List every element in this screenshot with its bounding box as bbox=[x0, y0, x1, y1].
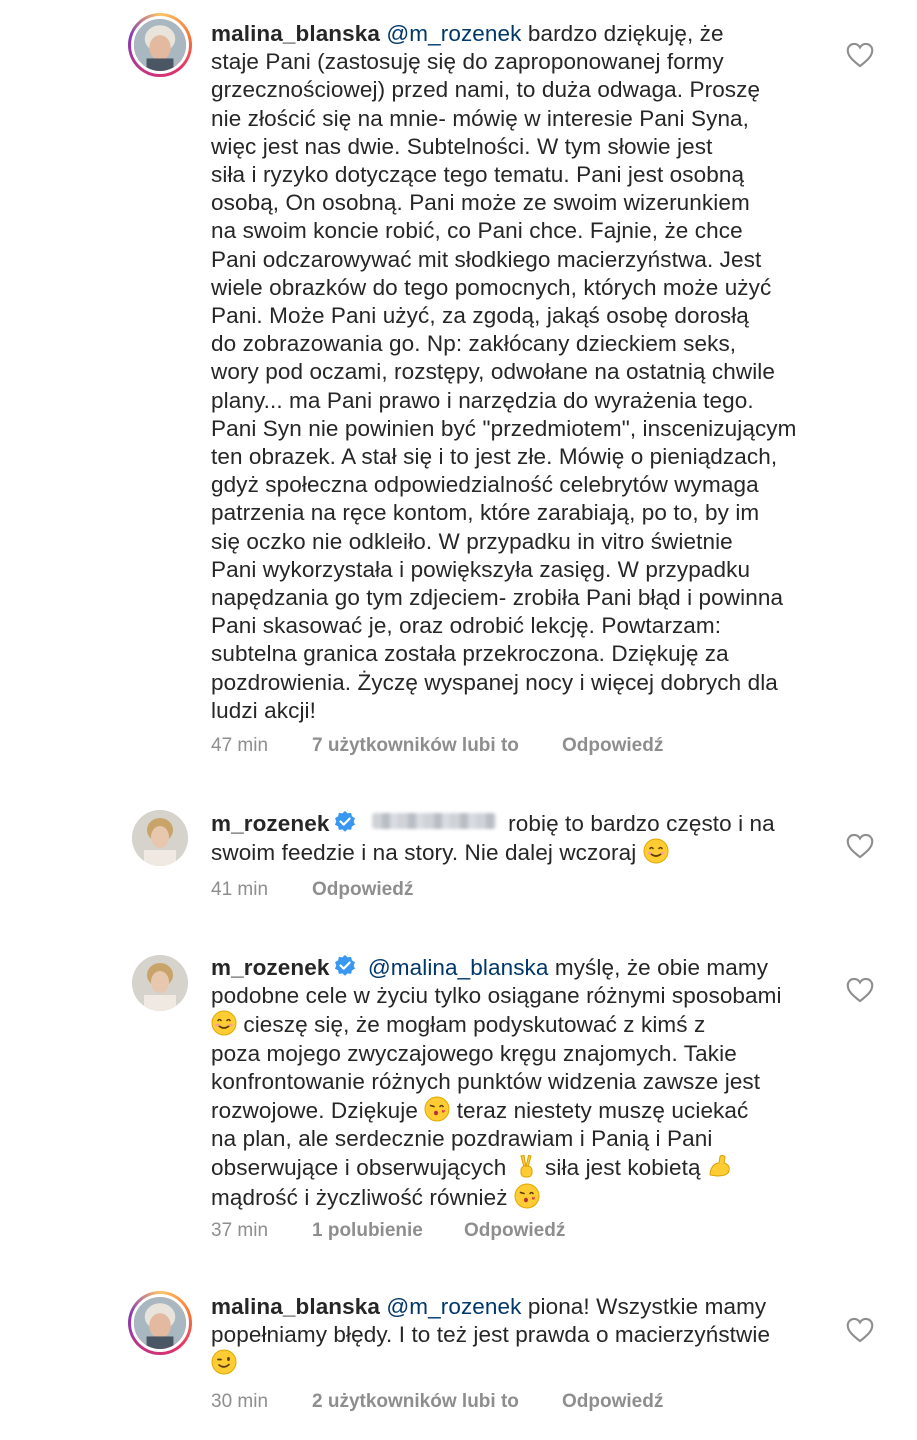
likes-count[interactable]: 1 polubienie bbox=[312, 1220, 423, 1241]
comment-text: Pani. Może Pani użyć, za zgodą, jakąś osobę dorosłą bbox=[211, 303, 749, 329]
comment-text: plany... ma Pani prawo i narzędzia do wyrażenia tego. bbox=[211, 387, 754, 413]
comment-username[interactable]: m_rozenek bbox=[211, 811, 330, 836]
comment-text: konfrontowanie różnych punktów widzenia zawsze jest bbox=[211, 1068, 761, 1094]
smile-emoji-icon bbox=[643, 838, 669, 864]
comment-text: robię to bardzo często i na bbox=[501, 811, 775, 836]
comment-text: grzecznościowej) przed nami, to duża odwaga. Proszę bbox=[211, 77, 761, 103]
mention-link[interactable]: @m_rozenek bbox=[386, 1294, 522, 1319]
avatar[interactable] bbox=[132, 810, 188, 866]
comment-text: Pani odczarowywać mit słodkiego macierzyństwa. Jest bbox=[211, 246, 762, 272]
comment-text: rozwojowe. Dziękuje bbox=[211, 1098, 425, 1124]
comment-text: myślę, że obie mamy bbox=[548, 955, 769, 980]
comment-text: pozdrowienia. Życzę wyspanej nocy i więcej dobrych dla bbox=[211, 669, 778, 695]
comment-text: Pani wykorzystała i powiększyła zasięg. W przypadku bbox=[211, 556, 751, 582]
avatar[interactable] bbox=[128, 1291, 192, 1355]
likes-count[interactable]: 7 użytkowników lubi to bbox=[312, 735, 519, 756]
comment-time: 30 min bbox=[211, 1391, 269, 1412]
comment-username[interactable]: malina_blanska bbox=[211, 21, 380, 46]
avatar-photo bbox=[132, 810, 188, 866]
comment-text: na plan, ale serdecznie pozdrawiam i Panią i Pani bbox=[211, 1126, 713, 1152]
comment-text: podobne cele w życiu tylko osiągane różnymi sposobami bbox=[211, 983, 782, 1009]
comment-text: więc jest nas dwie. Subtelności. W tym słowie jest bbox=[211, 133, 713, 159]
heart-icon[interactable] bbox=[846, 42, 874, 68]
comment-text: obserwujące i obserwujących bbox=[211, 1155, 513, 1181]
comment-text: siła i ryzyko dotyczące tego tematu. Pani jest osobną bbox=[211, 162, 745, 188]
comment-text: mądrość i życzliwość również bbox=[211, 1184, 514, 1210]
comment-text: poza mojego zwyczajowego kręgu znajomych. Takie bbox=[211, 1040, 737, 1066]
comment-text: piona! Wszystkie mamy bbox=[521, 1294, 767, 1319]
blurred-mention bbox=[372, 813, 496, 829]
comment-text: swoim feedzie i na story. Nie dalej wczoraj bbox=[211, 840, 637, 866]
comment-body bbox=[211, 1293, 826, 1379]
verified-badge-icon bbox=[333, 810, 357, 834]
wink-emoji-icon bbox=[211, 1349, 237, 1375]
comment-text: ten obrazek. A stał się i to jest złe. Mówię o pieniądzach, bbox=[211, 444, 778, 470]
comment-text: subtelna granica została przekroczona. Dziękuję za bbox=[211, 641, 729, 667]
comment-text: bardzo dziękuję, że bbox=[521, 21, 724, 46]
comment-text: gdyż społeczna odpowiedzialność celebrytów wymaga bbox=[211, 472, 759, 498]
heart-icon[interactable] bbox=[846, 833, 874, 859]
mention-link[interactable]: @malina_blanska bbox=[367, 955, 549, 980]
comment-text: wiele obrazków do tego pomocnych, których może użyć bbox=[211, 274, 772, 300]
avatar-photo bbox=[134, 1297, 186, 1349]
comment-text: patrzenia na ręce kontom, które zarabiają, po to, by im bbox=[211, 500, 760, 526]
mention-link[interactable]: @m_rozenek bbox=[386, 21, 522, 46]
heart-icon[interactable] bbox=[846, 1317, 874, 1343]
victory-hand-emoji-icon bbox=[513, 1153, 539, 1179]
reply-button[interactable]: Odpowiedź bbox=[464, 1220, 566, 1241]
comment-body bbox=[211, 810, 826, 867]
verified-badge-icon bbox=[333, 954, 357, 978]
comment-text: wory pod oczami, rozstępy, odwołane na ostatnią chwile bbox=[211, 359, 776, 385]
kiss-emoji-icon bbox=[514, 1183, 540, 1209]
comment-text: osobą, On osobną. Pani może ze swoim wizerunkiem bbox=[211, 190, 750, 216]
reply-button[interactable]: Odpowiedź bbox=[562, 735, 664, 756]
comment-text: do zobrazowania go. Np: zakłócany dzieckiem seks, bbox=[211, 331, 737, 357]
comment-text: teraz niestety muszę uciekać bbox=[450, 1098, 749, 1124]
likes-count[interactable]: 2 użytkowników lubi to bbox=[312, 1391, 519, 1412]
comment-text: napędzania go tym zdjeciem- zrobiła Pani błąd i powinna bbox=[211, 585, 784, 611]
comment-time: 47 min bbox=[211, 735, 269, 756]
comment-time: 37 min bbox=[211, 1220, 269, 1241]
comment-text: się oczko nie odkleiło. W przypadku in vitro świetnie bbox=[211, 528, 733, 554]
avatar[interactable] bbox=[128, 13, 192, 77]
comment-username[interactable]: malina_blanska bbox=[211, 1294, 380, 1319]
avatar-photo bbox=[132, 955, 188, 1011]
reply-button[interactable]: Odpowiedź bbox=[562, 1391, 664, 1412]
comment-time: 41 min bbox=[211, 879, 269, 900]
comment-username[interactable]: m_rozenek bbox=[211, 955, 330, 980]
comment-text: nie złościć się na mnie- mówię w interesie Pani Syna, bbox=[211, 105, 750, 131]
kiss-emoji-icon bbox=[424, 1096, 450, 1122]
comment-text: Pani Syn nie powinien być "przedmiotem", inscenizującym bbox=[211, 415, 797, 441]
avatar[interactable] bbox=[132, 955, 188, 1011]
comment-body bbox=[211, 20, 826, 725]
avatar-photo bbox=[134, 19, 186, 71]
comment-text: Pani skasować je, oraz odrobić lekcję. Powtarzam: bbox=[211, 613, 722, 639]
heart-icon[interactable] bbox=[846, 977, 874, 1003]
comment-text: na swoim koncie robić, co Pani chce. Fajnie, że chce bbox=[211, 218, 743, 244]
comment-text: staje Pani (zastosuję się do zaproponowanej formy bbox=[211, 49, 724, 75]
comment-text: ludzi akcji! bbox=[211, 697, 316, 723]
comment-body bbox=[211, 954, 826, 1212]
smile-emoji-icon bbox=[211, 1010, 237, 1036]
comment-text: popełniamy błędy. I to też jest prawda o macierzyństwie bbox=[211, 1322, 771, 1348]
comment-text: cieszę się, że mogłam podyskutować z kimś z bbox=[237, 1012, 706, 1038]
reply-button[interactable]: Odpowiedź bbox=[312, 879, 414, 900]
flexed-biceps-emoji-icon bbox=[707, 1153, 733, 1179]
comment-text: siła jest kobietą bbox=[538, 1155, 707, 1181]
